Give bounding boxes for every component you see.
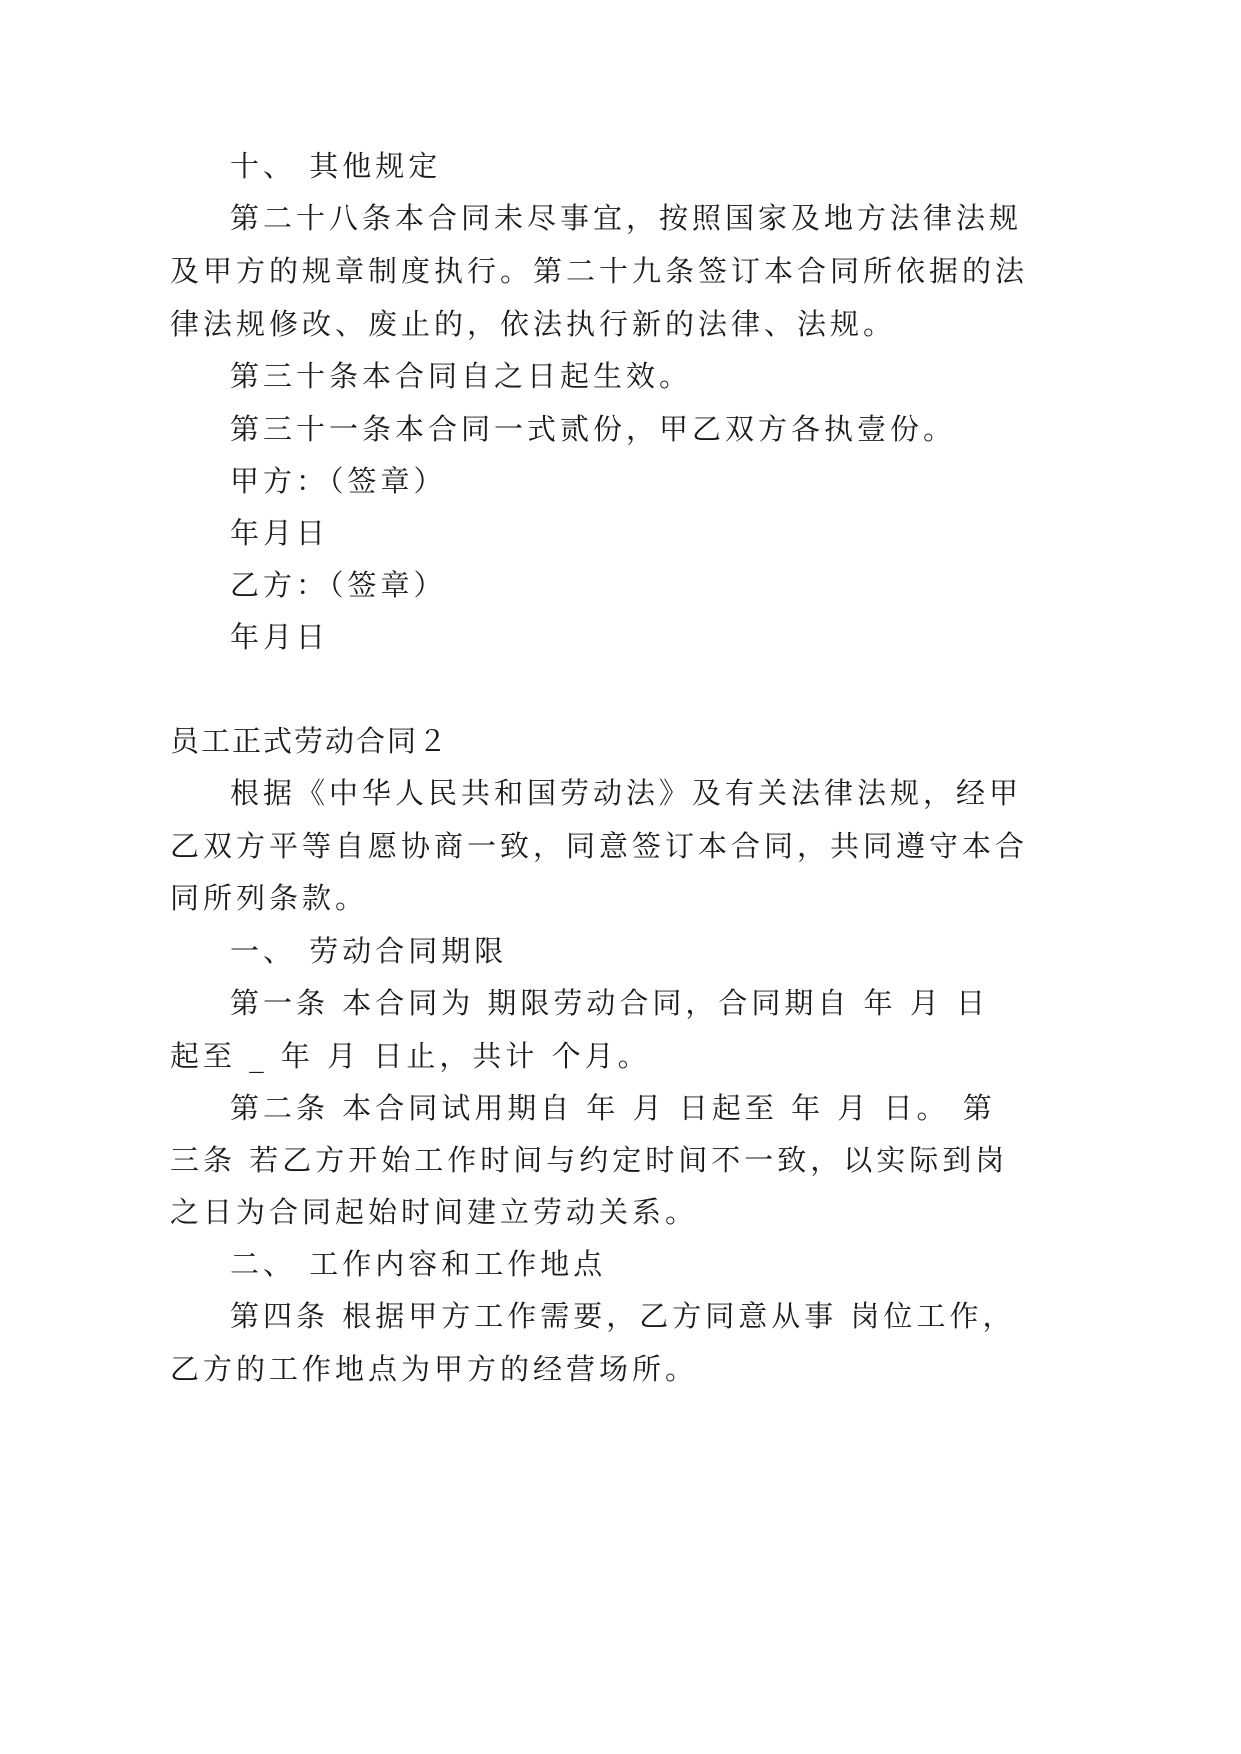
paragraph-line: 及甲方的规章制度执行。第二十九条签订本合同所依据的法 (170, 254, 1029, 288)
paragraph-line: 乙方的工作地点为甲方的经营场所。 (170, 1352, 699, 1386)
paragraph-line: 同所列条款。 (170, 881, 369, 915)
party-a-date: 年月日 (230, 516, 330, 550)
paragraph-line: 律法规修改、废止的，依法执行新的法律、法规。 (170, 307, 897, 341)
paragraph-line: 第三十条本合同自之日起生效。 (230, 359, 693, 393)
party-b-signature: 乙方：（签章） (230, 568, 447, 602)
paragraph-line: 乙双方平等自愿协商一致，同意签订本合同，共同遵守本合 (170, 829, 1029, 863)
paragraph-line: 第二条 本合同试用期自 年 月 日起至 年 月 日。 第 (230, 1091, 996, 1125)
paragraph-line: 三条 若乙方开始工作时间与约定时间不一致，以实际到岗 (170, 1143, 1009, 1177)
paragraph-line: 第三十一条本合同一式贰份，甲乙双方各执壹份。 (230, 412, 957, 446)
contract-title: 员工正式劳动合同２ (170, 724, 450, 758)
paragraph-line: 第四条 根据甲方工作需要，乙方同意从事 岗位工作， (230, 1299, 1016, 1333)
paragraph-line: 第一条 本合同为 期限劳动合同，合同期自 年 月 日 (230, 986, 990, 1020)
party-b-date: 年月日 (230, 620, 330, 654)
section-heading-two: 二、 工作内容和工作地点 (230, 1247, 607, 1281)
party-a-signature: 甲方：（签章） (230, 464, 447, 498)
paragraph-line: 起至 _ 年 月 日止，共计 个月。 (170, 1039, 651, 1073)
section-heading-ten: 十、 其他规定 (230, 149, 442, 183)
paragraph-line: 根据《中华人民共和国劳动法》及有关法律法规，经甲 (230, 776, 1023, 810)
section-heading-one: 一、 劳动合同期限 (230, 934, 508, 968)
paragraph-line: 第二十八条本合同未尽事宜，按照国家及地方法律法规 (230, 201, 1023, 235)
paragraph-line: 之日为合同起始时间建立劳动关系。 (170, 1195, 699, 1229)
